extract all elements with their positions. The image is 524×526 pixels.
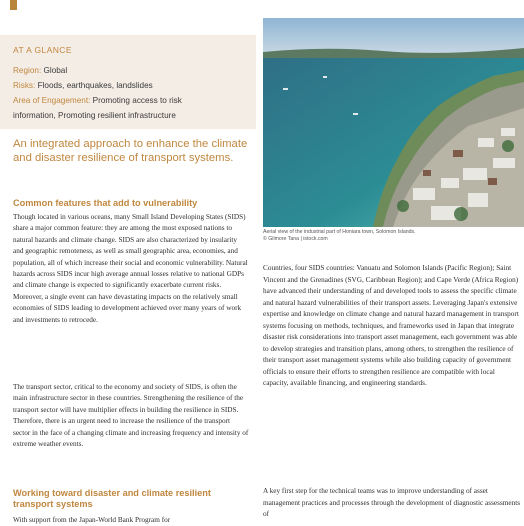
area-key: Area of Engagement: bbox=[13, 96, 91, 105]
paragraph-vulnerability-2: The transport sector, critical to the economy and society of SIDS, is often the main infrastructure sector in these countries. Strengthening the resilience of the transport sector will have multiplier effects in building the resilience in SIDS. Therefore, there is an urgent need to increase the resilience of the transport sector in the face of a changing climate and increasing frequency and intensity of extreme weather events. bbox=[13, 383, 249, 449]
caption-line-2: © Gilmore Tana | istock.com bbox=[263, 236, 328, 242]
intro-statement: An integrated approach to enhance the climate and disaster resilience of transport systems. bbox=[13, 138, 248, 164]
section-title-vulnerability: Common features that add to vulnerability bbox=[13, 198, 198, 208]
risks-value: Floods, earthquakes, landslides bbox=[37, 81, 153, 90]
accent-bar bbox=[10, 0, 17, 10]
paragraph-right-2: A key first step for the technical teams was to improve understanding of asset management practices and processes through the development of diagnostic assessments of bbox=[263, 487, 521, 518]
region-value: Global bbox=[43, 66, 68, 75]
area-line bbox=[13, 96, 182, 105]
section-title-working: Working toward disaster and climate resilient transport systems bbox=[13, 488, 211, 509]
at-a-glance-heading: AT A GLANCE bbox=[13, 45, 72, 55]
paragraph-working-start: With support from the Japan-World Bank Program for bbox=[13, 516, 171, 524]
aerial-photo bbox=[263, 18, 524, 227]
paragraph-vulnerability-1: Though located in various oceans, many Small Island Developing States (SIDS) share a major common feature: they are among the most exposed nations to natural hazards and climate change. SIDS are also characterized by insularity and geographic remoteness, as well as small geographic area, economies, and population, all of which increase their social and economic vulnerability. Natural hazards across SIDS incur high average annual losses relative to national GDPs and climate change is expected to significantly exacerbate current risks. Moreover, a single event can have devastating impacts on the relatively small economies of SIDS leading to development achieved over many years of work and investments to retrocede. bbox=[13, 213, 248, 324]
risks-key: Risks: bbox=[13, 81, 36, 90]
region-key: Region: bbox=[13, 66, 42, 75]
area-value-1: Promoting access to risk bbox=[92, 96, 182, 105]
photo-caption bbox=[263, 229, 518, 243]
caption-line-1: Aerial view of the industrial part of Honiara town, Solomon Islands. bbox=[263, 229, 416, 235]
paragraph-right-1: Countries, four SIDS countries: Vanuatu and Solomon Islands (Pacific Region); Saint Vincent and the Grenadines (SVG, Caribbean Region); and Cape Verde (Africa Region) have advanced their understanding of and developed tools to assess the specific climate and natural hazard vulnerabilities of their transport assets. Leveraging Japan's extensive expertise and knowledge on climate change and natural hazard management in transport systems focusing on methods, techniques, and frameworks used in Japan that integrate disaster risk considerations into transport asset management, each government was able to develop strategies and transition plans, among others, to strengthen the resilience of their transport asset management systems while also building capacity of government officials to ensure their efforts to strengthen resilience are compatible with local capacity, available financing, and engineering standards. bbox=[263, 264, 519, 387]
risks-line bbox=[13, 81, 153, 90]
area-line-2: information, Promoting resilient infrastructure bbox=[13, 111, 176, 120]
region-line bbox=[13, 66, 67, 75]
